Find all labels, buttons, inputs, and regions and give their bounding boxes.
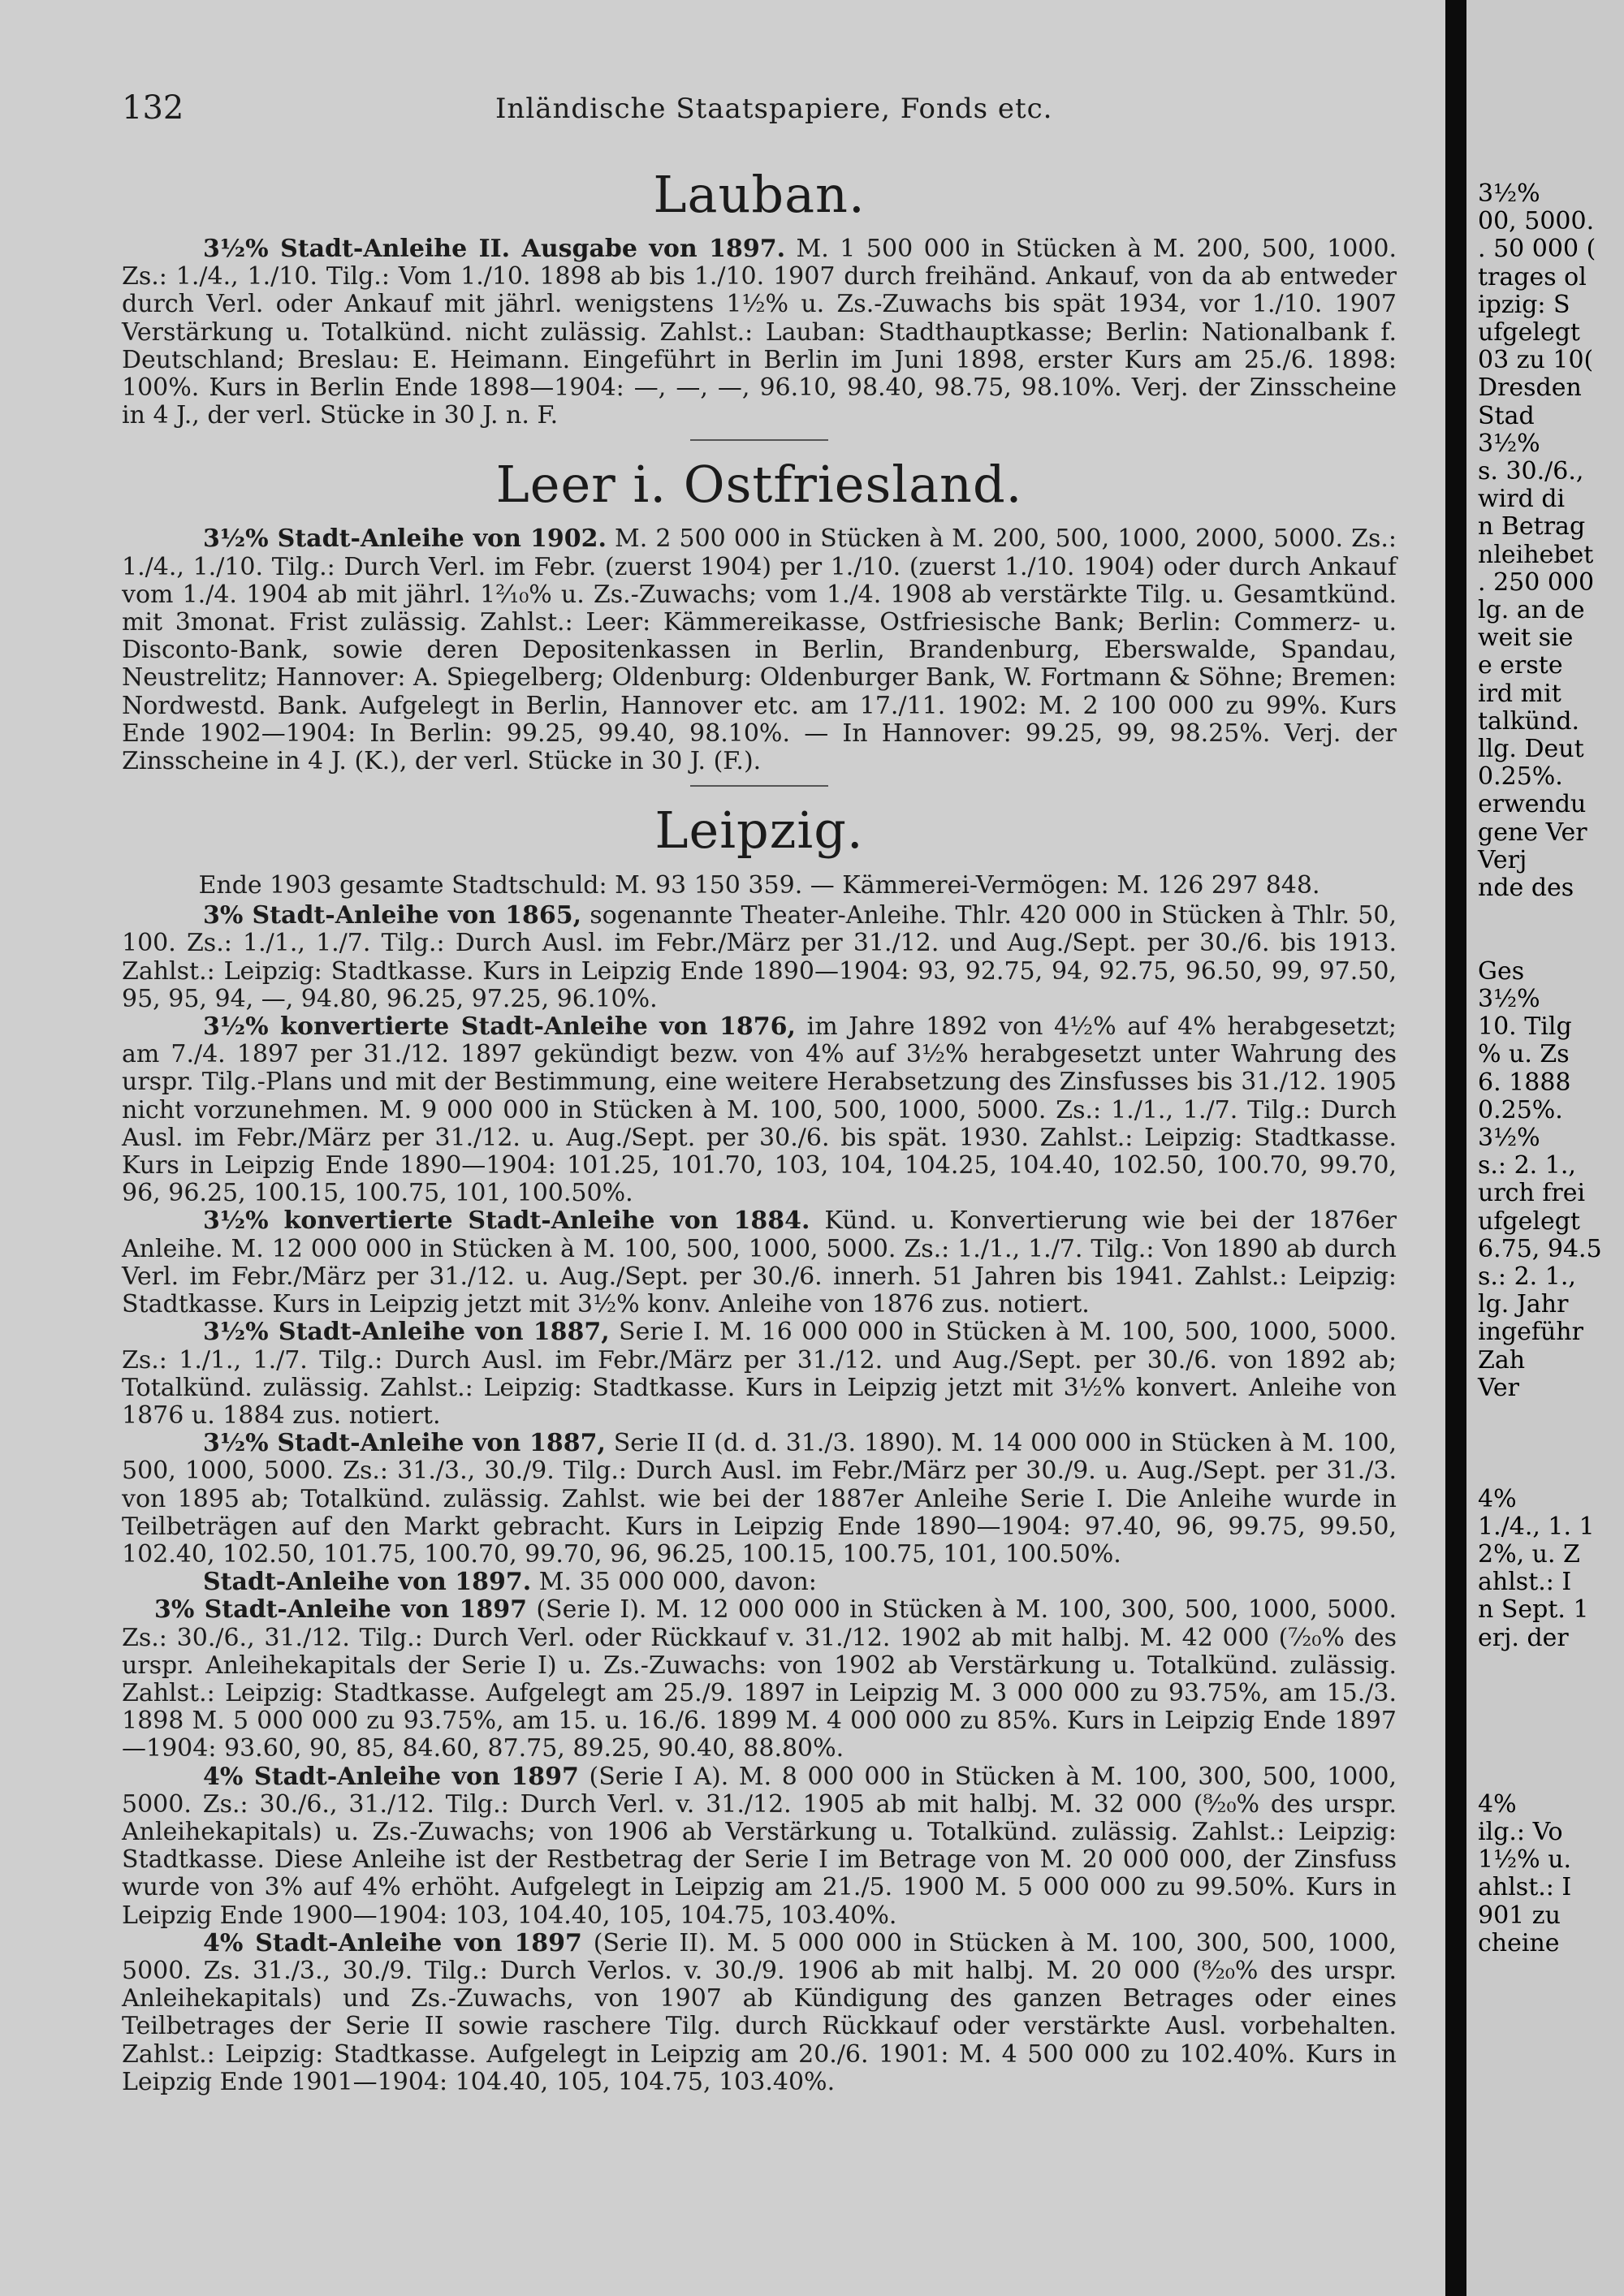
right-page-fragment: 3½% — [1478, 984, 1540, 1013]
entry-text: im Jahre 1892 von 4½% auf 4% herabgesetzt; am 7./4. 1897 per 31./12. 1897 gekündigt bezw. von 4% auf 3½% herabgesetzt unter Wahrung des urspr. Tilg.-Plans und mit der Bestimmung, eine weitere Herabsetzung des Zinsfusses bis 31./12. 1905 nicht vorzunehmen. M. 9 000 000 in Stücken à M. 100, 500, 1000, 5000. Zs.: 1./1., 1./7. Tilg.: Durch Ausl. im Febr./März per 31./12. u. Aug./Sept. per 30./6. bis spät. 1930. Zahlst.: Leipzig: Stadtkasse. Kurs in Leipzig Ende 1890—1904: 101.25, 101.70, 103, 104, 104.25, 104.40, 102.50, 100.70, 99.70, 96, 96.25, 100.15, 100.75, 101, 100.50%. — [122, 1012, 1397, 1208]
city-heading-leer: Leer i. Ostfriesland. — [495, 455, 1023, 515]
right-page-fragment: 10. Tilg — [1478, 1012, 1572, 1042]
entry-text: Serie II (d. d. 31./3. 1890). M. 14 000 000 in Stücken à M. 100, 500, 1000, 5000. Zs.: 31./3., 30./9. Tilg.: Durch Ausl. im Febr./März per 30./9. u. Aug./Sept. per 31./3. von 1895 ab; Totalkünd. zulässig. Zahlst. wie bei der 1887er Anleihe Serie I. Die Anleihe wurde in Teilbeträgen auf den Markt gebracht. Kurs in Leipzig Ende 1890—1904: 97.40, 96, 99.75, 99.50, 102.40, 102.50, 101.75, 100.70, 99.70, 96, 96.25, 100.15, 100.75, 101, 100.50%. — [122, 1429, 1397, 1569]
right-page-fragment: Ges — [1478, 956, 1525, 986]
entry-lead: 3½% Stadt-Anleihe II. Ausgabe von 1897. — [203, 235, 786, 263]
entry-lead: 3½% Stadt-Anleihe von 1887, — [203, 1318, 610, 1347]
right-page-fragment: 6. 1888 — [1478, 1068, 1571, 1097]
right-page-fragment: ahlst.: I — [1478, 1873, 1572, 1902]
right-page-fragment: 4% — [1478, 1789, 1517, 1819]
running-header — [122, 89, 1389, 130]
right-page-fragment: 1./4., 1. 1 — [1478, 1512, 1595, 1541]
right-page-fragment: Dresden — [1478, 373, 1582, 403]
entry-lead: 4% Stadt-Anleihe von 1897 — [203, 1762, 579, 1791]
entry-text: (Serie II). M. 5 000 000 in Stücken à M. 100, 300, 500, 1000, 5000. Zs. 31./3., 30./9. Tilg.: Durch Verlos. v. 30./9. 1906 ab mit halbj. M. 20 000 (⁸⁄₂₀% des urspr. Anleihekapitals) und Zs.-Zuwachs, von 1907 ab Kündigung des ganzen Betrages oder eines Teilbetrages der Serie II sowie raschere Tilg. durch Rückkauf oder verstärkte Ausl. vorbehalten. Zahlst.: Leipzig: Stadtkasse. Aufgelegt in Leipzig am 20./6. 1901: M. 4 500 000 zu 102.40%. Kurs in Leipzig Ende 1901—1904: 104.40, 105, 104.75, 103.40%. — [122, 1928, 1397, 2096]
right-page-fragment: e erste — [1478, 651, 1563, 680]
right-page-fragment — [1466, 902, 1602, 930]
right-page-fragment: 2%, u. Z — [1478, 1539, 1580, 1569]
entry-text: (Serie I). M. 12 000 000 in Stücken à M. 100, 300, 500, 1000, 5000. Zs.: 30./6., 31./12. Tilg.: Durch Verl. oder Rückkauf v. 31./12. 1902 ab mit halbj. M. 42 000 (⁷⁄₂₀% des urspr. Anleihekapitals der Serie I) u. Zs.-Zuwachs: von 1902 ab Verstärkung u. Totalkünd. zulässig. Zahlst.: Leipzig: Stadtkasse. Aufgelegt am 25./9. 1897 in Leipzig M. 3 000 000 zu 93.75%, am 15./3. 1898 M. 5 000 000 zu 93.75%, am 15. u. 16./6. 1899 M. 4 000 000 zu 85%. Kurs in Leipzig Ende 1897—1904: 93.60, 90, 85, 84.60, 87.75, 89.25, 90.40, 88.80%. — [122, 1595, 1397, 1763]
section-divider — [690, 439, 828, 441]
right-page-fragment: n Betrag — [1478, 512, 1586, 542]
right-page-text — [1466, 180, 1602, 1957]
city-heading-lauban: Lauban. — [653, 165, 866, 224]
right-page-fragment: s.: 2. 1., — [1478, 1262, 1576, 1291]
right-page-fragment: erj. der — [1478, 1623, 1569, 1652]
right-page-fragment — [1466, 1707, 1602, 1735]
entry-text: sogenannte Theater-Anleihe. Thlr. 420 000 in Stücken à Thlr. 50, 100. Zs.: 1./1., 1./7. Tilg.: Durch Ausl. im Febr./März per 31./12. und Aug./Sept. per 30./6. bis 1913. Zahlst.: Leipzig: Stadtkasse. Kurs in Leipzig Ende 1890—1904: 93, 92.75, 94, 92.75, 96.50, 99, 97.50, 95, 95, 94, —, 94.80, 96.25, 97.25, 96.10%. — [122, 901, 1397, 1013]
running-title: Inländische Staatspapiere, Fonds etc. — [495, 93, 1053, 125]
bond-entry — [122, 525, 1397, 775]
right-page-fragment — [1466, 1735, 1602, 1763]
right-page-fragment: ufgelegt — [1478, 1206, 1580, 1236]
right-page-fragment: ilg.: Vo — [1478, 1817, 1563, 1846]
bond-entry — [122, 1596, 1397, 1763]
right-page-fragment: s. 30./6., — [1478, 457, 1584, 486]
right-page-fragment: n Sept. 1 — [1478, 1595, 1589, 1625]
right-page-fragment: 3½% — [1478, 179, 1540, 208]
entry-lead: 4% Stadt-Anleihe von 1897 — [203, 1928, 582, 1957]
right-page-fragment: 901 zu — [1478, 1901, 1561, 1930]
right-page-fragment: nleihebet — [1478, 540, 1594, 569]
entry-lead: 3% Stadt-Anleihe von 1865, — [203, 901, 582, 930]
book-gutter — [1445, 0, 1466, 2296]
right-page-fragment: lg. Jahr — [1478, 1290, 1569, 1319]
right-page-fragment: 00, 5000. — [1478, 207, 1595, 236]
right-page-fragment: 0.25%. — [1478, 762, 1563, 792]
entry-text: Künd. u. Konvertierung wie bei der 1876er Anleihe. M. 12 000 000 in Stücken à M. 100, 500, 1000, 5000. Zs.: 1./1., 1./7. Tilg.: Von 1890 ab durch Verl. im Febr./März per 31./12. u. Aug./Sept. per 30./6. innerh. 51 Jahren bis 1941. Zahlst.: Leipzig: Stadtkasse. Kurs in Leipzig jetzt mit 3½% konv. Anleihe von 1876 zus. notiert. — [122, 1206, 1397, 1319]
entry-text: M. 35 000 000, davon: — [538, 1568, 817, 1597]
entry-lead: 3½% Stadt-Anleihe von 1887, — [203, 1429, 606, 1458]
debt-summary: Ende 1903 gesamte Stadtschuld: M. 93 150 359. — Kämmerei-Vermögen: M. 126 297 848. — [198, 871, 1320, 900]
entry-lead: 3% Stadt-Anleihe von 1897 — [154, 1595, 527, 1625]
right-page-fragment: gene Ver — [1478, 818, 1587, 847]
entry-text: (Serie I A). M. 8 000 000 in Stücken à M. 100, 300, 500, 1000, 5000. Zs.: 30./6., 31./12. Tilg.: Durch Verl. v. 31./12. 1905 ab mit halbj. M. 32 000 (⁸⁄₂₀% des urspr. Anleihekapitals) u. Zs.-Zuwachs; von 1906 ab Verstärkung u. Totalkünd. zulässig. Zahlst.: Leipzig: Stadtkasse. Diese Anleihe ist der Restbetrag der Serie I im Betrage von M. 20 000 000, der Zinsfuss wurde von 3% auf 4% erhöht. Aufgelegt in Leipzig am 21./5. 1900 M. 5 000 000 zu 99.50%. Kurs in Leipzig Ende 1900—1904: 103, 104.40, 105, 104.75, 103.40%. — [122, 1762, 1397, 1930]
right-page-fragment: Zah — [1478, 1345, 1526, 1375]
right-page-fragment: wird di — [1478, 485, 1566, 514]
right-page-fragment: llg. Deut — [1478, 735, 1584, 764]
right-page-fragment: ingeführ — [1478, 1318, 1583, 1347]
right-page-fragment — [1466, 1680, 1602, 1707]
entry-lead: 3½% Stadt-Anleihe von 1902. — [203, 524, 607, 554]
right-page-fragment: erwendu — [1478, 790, 1587, 819]
right-page-fragment — [1466, 1430, 1602, 1457]
right-page-fragment: 3½% — [1478, 1123, 1540, 1152]
bond-entry — [122, 1207, 1397, 1318]
page-content — [122, 154, 1397, 2096]
right-page-fragment — [1466, 1763, 1602, 1791]
right-page-fragment: 6.75, 94.5 — [1478, 1234, 1602, 1263]
section-divider — [690, 785, 828, 787]
bond-entry — [122, 1763, 1397, 1930]
right-page-fragment: urch frei — [1478, 1179, 1586, 1208]
bond-entry — [122, 1430, 1397, 1569]
bond-entry — [122, 902, 1397, 1013]
right-page-fragment: nde des — [1478, 874, 1574, 903]
right-page-fragment: trages ol — [1478, 262, 1587, 291]
right-page-fragment: % u. Zs — [1478, 1040, 1570, 1069]
bond-entry — [122, 1013, 1397, 1207]
right-page-fragment — [1466, 1457, 1602, 1485]
right-page-fragment: 4% — [1478, 1484, 1517, 1513]
entry-text: M. 1 500 000 in Stücken à M. 200, 500, 1000. Zs.: 1./4., 1./10. Tilg.: Vom 1./10. 1898 ab bis 1./10. 1907 durch freihänd. Ankauf, von da ab entweder durch Verl. oder Ankauf mit jährl. wenigstens 1½% u. Zs.-Zuwachs bis spät 1934, vor 1./10. 1907 Verstärkung u. Totalkünd. nicht zulässig. Zahlst.: Lauban: Stadthauptkasse; Berlin: Nationalbank f. Deutschland; Breslau: E. Heimann. Eingeführt in Berlin im Juni 1898, erster Kurs am 25./6. 1898: 100%. Kurs in Berlin Ende 1898—1904: —, —, —, 96.10, 98.40, 98.75, 98.10%. Verj. der Zinsscheine in 4 J., der verl. Stücke in 30 J. n. F. — [122, 235, 1397, 430]
entry-lead: Stadt-Anleihe von 1897. — [203, 1568, 532, 1597]
right-page-fragment — [1466, 1652, 1602, 1680]
right-page-fragment: ahlst.: I — [1478, 1568, 1572, 1597]
right-page-fragment: 03 zu 10( — [1478, 346, 1594, 375]
right-page-fragment: 3½% — [1478, 429, 1540, 458]
right-page-edge — [1466, 0, 1624, 2296]
right-page-fragment: s.: 2. 1., — [1478, 1151, 1576, 1180]
right-page-fragment: . 50 000 ( — [1478, 235, 1596, 264]
right-page-fragment: Ver — [1478, 1373, 1520, 1402]
bond-entry — [122, 1569, 1397, 1596]
right-page-fragment: . 250 000 — [1478, 568, 1595, 597]
right-page-fragment: 1½% u. — [1478, 1845, 1572, 1875]
right-page-fragment: ird mit — [1478, 679, 1561, 708]
right-page-fragment — [1466, 930, 1602, 957]
bond-entry — [122, 235, 1397, 429]
right-page-fragment: ipzig: S — [1478, 290, 1570, 319]
right-page-fragment: lg. an de — [1478, 596, 1585, 625]
right-page-fragment: cheine — [1478, 1928, 1560, 1957]
entry-lead: 3½% konvertierte Stadt-Anleihe von 1884. — [203, 1206, 810, 1236]
right-page-fragment: weit sie — [1478, 624, 1574, 653]
bond-entry — [122, 1930, 1397, 2096]
entry-text: Serie I. M. 16 000 000 in Stücken à M. 100, 500, 1000, 5000. Zs.: 1./1., 1./7. Tilg.: Durch Ausl. im Febr./März per 31./12. und Aug./Sept. per 30./6. von 1892 ab; Totalkünd. zulässig. Zahlst.: Leipzig: Stadtkasse. Kurs in Leipzig jetzt mit 3½% konvert. Anleihe von 1876 u. 1884 zus. notiert. — [122, 1318, 1397, 1430]
right-page-fragment: Stad — [1478, 401, 1535, 430]
bond-entry — [122, 1318, 1397, 1430]
right-page-fragment: Verj — [1478, 845, 1527, 874]
city-heading-leipzig: Leipzig. — [654, 801, 864, 861]
right-page-fragment — [1466, 1402, 1602, 1430]
entry-lead: 3½% konvertierte Stadt-Anleihe von 1876, — [203, 1012, 796, 1042]
right-page-fragment: ufgelegt — [1478, 318, 1580, 347]
right-page-fragment: 0.25%. — [1478, 1095, 1563, 1124]
right-page-fragment: talkünd. — [1478, 706, 1580, 736]
page-number: 132 — [122, 89, 184, 127]
entry-text: M. 2 500 000 in Stücken à M. 200, 500, 1000, 2000, 5000. Zs.: 1./4., 1./10. Tilg.: Durch Verl. im Febr. (zuerst 1904) per 1./10. (zuerst 1./10. 1904) oder durch Ankauf vom 1./4. 1904 ab mit jährl. 1²⁄₁₀% u. Zs.-Zuwachs; vom 1./4. 1908 ab verstärkte Tilg. u. Gesamtkünd. mit 3monat. Frist zulässig. Zahlst.: Leer: Kämmereikasse, Ostfriesische Bank; Berlin: Commerz- u. Disconto-Bank, sowie deren Depositenkassen in Berlin, Brandenburg, Eberswalde, Spandau, Neustrelitz; Hannover: A. Spiegelberg; Oldenburg: Oldenburger Bank, W. Fortmann & Söhne; Bremen: Nordwestd. Bank. Aufgelegt in Berlin, Hannover etc. am 17./11. 1902: M. 2 100 000 zu 99%. Kurs Ende 1902—1904: In Berlin: 99.25, 99.40, 98.10%. — In Hannover: 99.25, 99, 98.25%. Verj. der Zinsscheine in 4 J. (K.), der verl. Stücke in 30 J. (F.). — [122, 524, 1397, 776]
